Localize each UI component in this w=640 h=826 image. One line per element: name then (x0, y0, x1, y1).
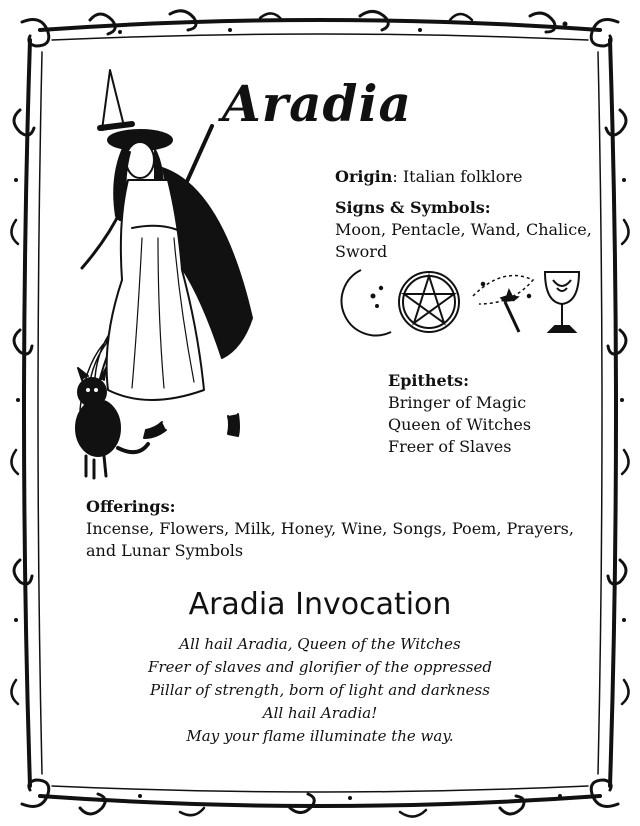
crescent-moon-icon (342, 270, 391, 335)
wand-icon (473, 276, 533, 332)
signs-value: Moon, Pentacle, Wand, Chalice, Sword (335, 220, 592, 261)
signs-label: Signs & Symbols: (335, 198, 491, 217)
epithets-label: Epithets: (388, 371, 469, 390)
invocation-line: May your flame illuminate the way. (186, 727, 454, 745)
origin-value: : Italian folklore (392, 167, 523, 186)
invocation-line: All hail Aradia, Queen of the Witches (179, 635, 461, 653)
offerings-value: Incense, Flowers, Milk, Honey, Wine, Songs, Poem, Prayers, and Lunar Symbols (86, 519, 574, 560)
symbols-row (333, 266, 583, 338)
pentacle-icon (399, 272, 459, 332)
origin-section (335, 166, 605, 188)
offerings-section (86, 496, 576, 562)
invocation-text (0, 633, 640, 748)
offerings-label: Offerings: (86, 497, 176, 516)
signs-section (335, 197, 605, 263)
invocation-line: Pillar of strength, born of light and darkness (150, 681, 490, 699)
epithet-item: Bringer of Magic (388, 393, 527, 412)
invocation-line: Freer of slaves and glorifier of the oppressed (148, 658, 492, 676)
origin-label: Origin (335, 167, 393, 186)
invocation-title: Aradia Invocation (188, 587, 452, 622)
epithets-section (388, 370, 588, 458)
chalice-icon (545, 272, 579, 332)
page-title: Aradia (222, 74, 412, 133)
epithet-item: Queen of Witches (388, 415, 532, 434)
invocation-line: All hail Aradia! (262, 704, 378, 722)
epithet-item: Freer of Slaves (388, 437, 512, 456)
